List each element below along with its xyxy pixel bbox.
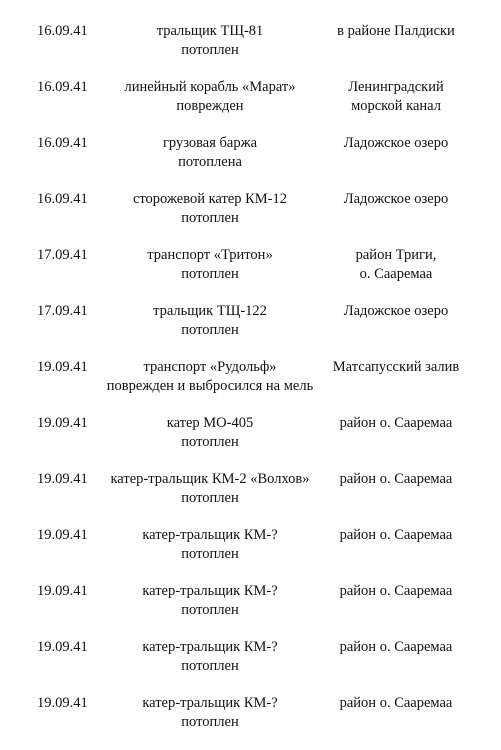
row-place-line: Ленинградский — [348, 79, 444, 95]
row-event-line: транспорт «Рудольф» — [143, 359, 277, 375]
table-row — [0, 190, 501, 246]
row-event-line: потоплен — [181, 322, 239, 338]
row-event-line: поврежден и выбросился на мель — [106, 378, 314, 394]
row-place-line: в районе Палдиски — [337, 23, 455, 39]
row-event — [90, 638, 330, 676]
row-date: 19.09.41 — [37, 415, 88, 431]
table-row — [0, 134, 501, 190]
row-place — [326, 414, 466, 433]
row-place — [326, 246, 466, 284]
row-event-line: потоплен — [181, 714, 239, 730]
row-event — [90, 302, 330, 340]
row-event — [90, 526, 330, 564]
row-date: 19.09.41 — [37, 639, 88, 655]
table-row — [0, 694, 501, 750]
row-event-line: потоплен — [181, 602, 239, 618]
row-event-line: грузовая баржа — [162, 135, 258, 151]
row-event-line: катер-тральщик КМ-2 «Волхов» — [110, 471, 310, 487]
table-row — [0, 526, 501, 582]
row-place — [326, 526, 466, 545]
row-place-line: морской канал — [351, 98, 441, 114]
row-event-line: линейный корабль «Марат» — [124, 79, 296, 95]
row-event-line: тральщик ТЩ-122 — [153, 303, 267, 319]
row-date: 16.09.41 — [37, 79, 88, 95]
row-event-line: катер-тральщик КМ-? — [142, 695, 278, 711]
table-row — [0, 302, 501, 358]
row-event-line: потоплен — [181, 546, 239, 562]
row-date: 19.09.41 — [37, 471, 88, 487]
row-event-line: потоплен — [181, 490, 239, 506]
table-row — [0, 638, 501, 694]
row-date: 19.09.41 — [37, 359, 88, 375]
row-event-line: транспорт «Тритон» — [147, 247, 273, 263]
row-place — [326, 302, 466, 321]
row-event — [90, 470, 330, 508]
row-event — [90, 190, 330, 228]
table-row — [0, 414, 501, 470]
row-place — [326, 358, 466, 377]
row-event-line: потоплена — [178, 154, 242, 170]
row-date: 16.09.41 — [37, 191, 88, 207]
row-place — [326, 190, 466, 209]
row-date: 19.09.41 — [37, 583, 88, 599]
row-place-line: район о. Сааремаа — [339, 639, 453, 655]
row-date: 16.09.41 — [37, 135, 88, 151]
row-date: 19.09.41 — [37, 527, 88, 543]
table-row — [0, 470, 501, 526]
row-place-line: Ладожское озеро — [343, 191, 449, 207]
table-row — [0, 246, 501, 302]
row-place — [326, 134, 466, 153]
row-place-line: район о. Сааремаа — [339, 527, 453, 543]
row-event-line: потоплен — [181, 210, 239, 226]
row-place-line: район Триги, — [355, 247, 437, 263]
row-date: 19.09.41 — [37, 695, 88, 711]
row-event — [90, 134, 330, 172]
row-event-line: катер МО-405 — [166, 415, 254, 431]
row-event — [90, 246, 330, 284]
table-row — [0, 358, 501, 414]
row-event — [90, 358, 330, 396]
row-place — [326, 638, 466, 657]
row-event-line: катер-тральщик КМ-? — [142, 583, 278, 599]
row-event-line: потоплен — [181, 434, 239, 450]
row-event-line: тральщик ТЩ-81 — [156, 23, 264, 39]
row-event-line: поврежден — [176, 98, 244, 114]
row-event-line: потоплен — [181, 42, 239, 58]
row-place-line: о. Сааремаа — [359, 266, 433, 282]
row-date: 17.09.41 — [37, 247, 88, 263]
table-row — [0, 582, 501, 638]
row-event — [90, 78, 330, 116]
row-event — [90, 22, 330, 60]
row-place — [326, 694, 466, 713]
row-place — [326, 22, 466, 41]
row-event-line: катер-тральщик КМ-? — [142, 527, 278, 543]
row-event — [90, 414, 330, 452]
row-event-line: сторожевой катер КМ-12 — [132, 191, 288, 207]
row-place-line: район о. Сааремаа — [339, 415, 453, 431]
row-place — [326, 582, 466, 601]
row-place — [326, 470, 466, 489]
row-event-line: потоплен — [181, 658, 239, 674]
row-place-line: Матсапусский залив — [332, 359, 460, 375]
row-event — [90, 582, 330, 620]
row-event — [90, 694, 330, 732]
row-event-line: катер-тральщик КМ-? — [142, 639, 278, 655]
row-place-line: район о. Сааремаа — [339, 583, 453, 599]
losses-table — [0, 22, 501, 750]
table-row — [0, 78, 501, 134]
row-place-line: район о. Сааремаа — [339, 471, 453, 487]
row-date: 16.09.41 — [37, 23, 88, 39]
table-row — [0, 22, 501, 78]
row-place — [326, 78, 466, 116]
row-date: 17.09.41 — [37, 303, 88, 319]
row-place-line: район о. Сааремаа — [339, 695, 453, 711]
row-place-line: Ладожское озеро — [343, 135, 449, 151]
row-event-line: потоплен — [181, 266, 239, 282]
row-place-line: Ладожское озеро — [343, 303, 449, 319]
